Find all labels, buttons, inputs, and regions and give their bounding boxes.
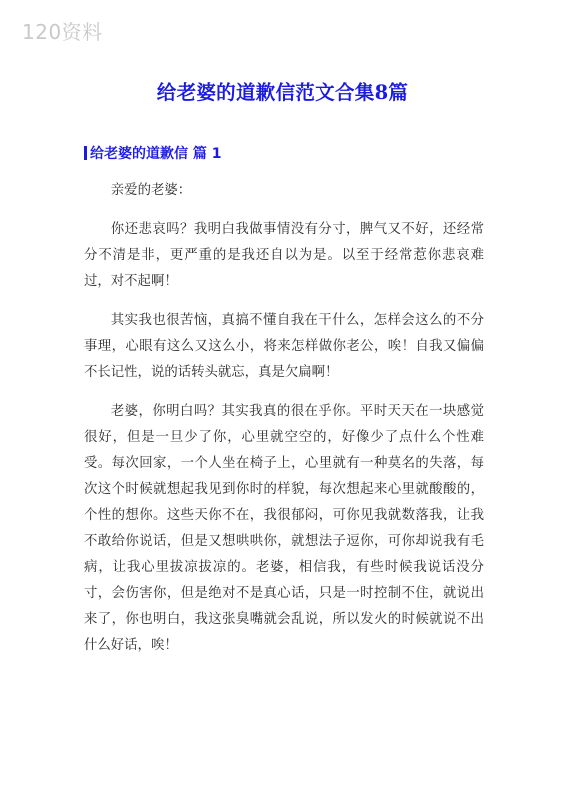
- letter-body: [84, 178, 484, 672]
- section-heading-text: 给老婆的道歉信 篇 1: [90, 146, 222, 162]
- heading-marker: [84, 146, 87, 160]
- letter-greeting: 亲爱的老婆：: [110, 183, 192, 198]
- watermark: 120资料: [22, 20, 103, 44]
- section-heading: [84, 143, 222, 163]
- document-title: 给老婆的道歉信范文合集8篇: [156, 81, 409, 104]
- paragraph-2: 其实我也很苦恼，真搞不懂自我在干什么，怎样会这么的不分事理，心眼有这么又这么小，将来怎样做你老公，唉！自我又偏偏不长记性，说的话转头就忘，真是欠扁啊！: [84, 313, 484, 380]
- paragraph-3: 老婆，你明白吗？其实我真的很在乎你。平时天天在一块感觉很好，但是一旦少了你，心里就空空的，好像少了点什么个性难受。每次回家，一个人坐在椅子上，心里就有一种莫名的失落，每次这个时候就想起我见到你时的样貌，每次想起来心里就酸酸的，个性的想你。这些天你不在，我很郁闷，可你见我就数落我，让我不敢给你说话，但是又想哄哄你，就想法子逗你，可你却说我有毛病，让我心里拔凉拔凉的。老婆，相信我，有些时候我说话没分寸，会伤害你，但是绝对不是真心话，只是一时控制不住，就说出来了，你也明白，我这张臭嘴就会乱说，所以发火的时候就说不出什么好话，唉！: [84, 404, 484, 653]
- paragraph-1: 你还悲哀吗？我明白我做事情没有分寸，脾气又不好，还经常分不清是非，更严重的是我还自以为是。以至于经常惹你悲哀难过，对不起啊！: [84, 222, 484, 289]
